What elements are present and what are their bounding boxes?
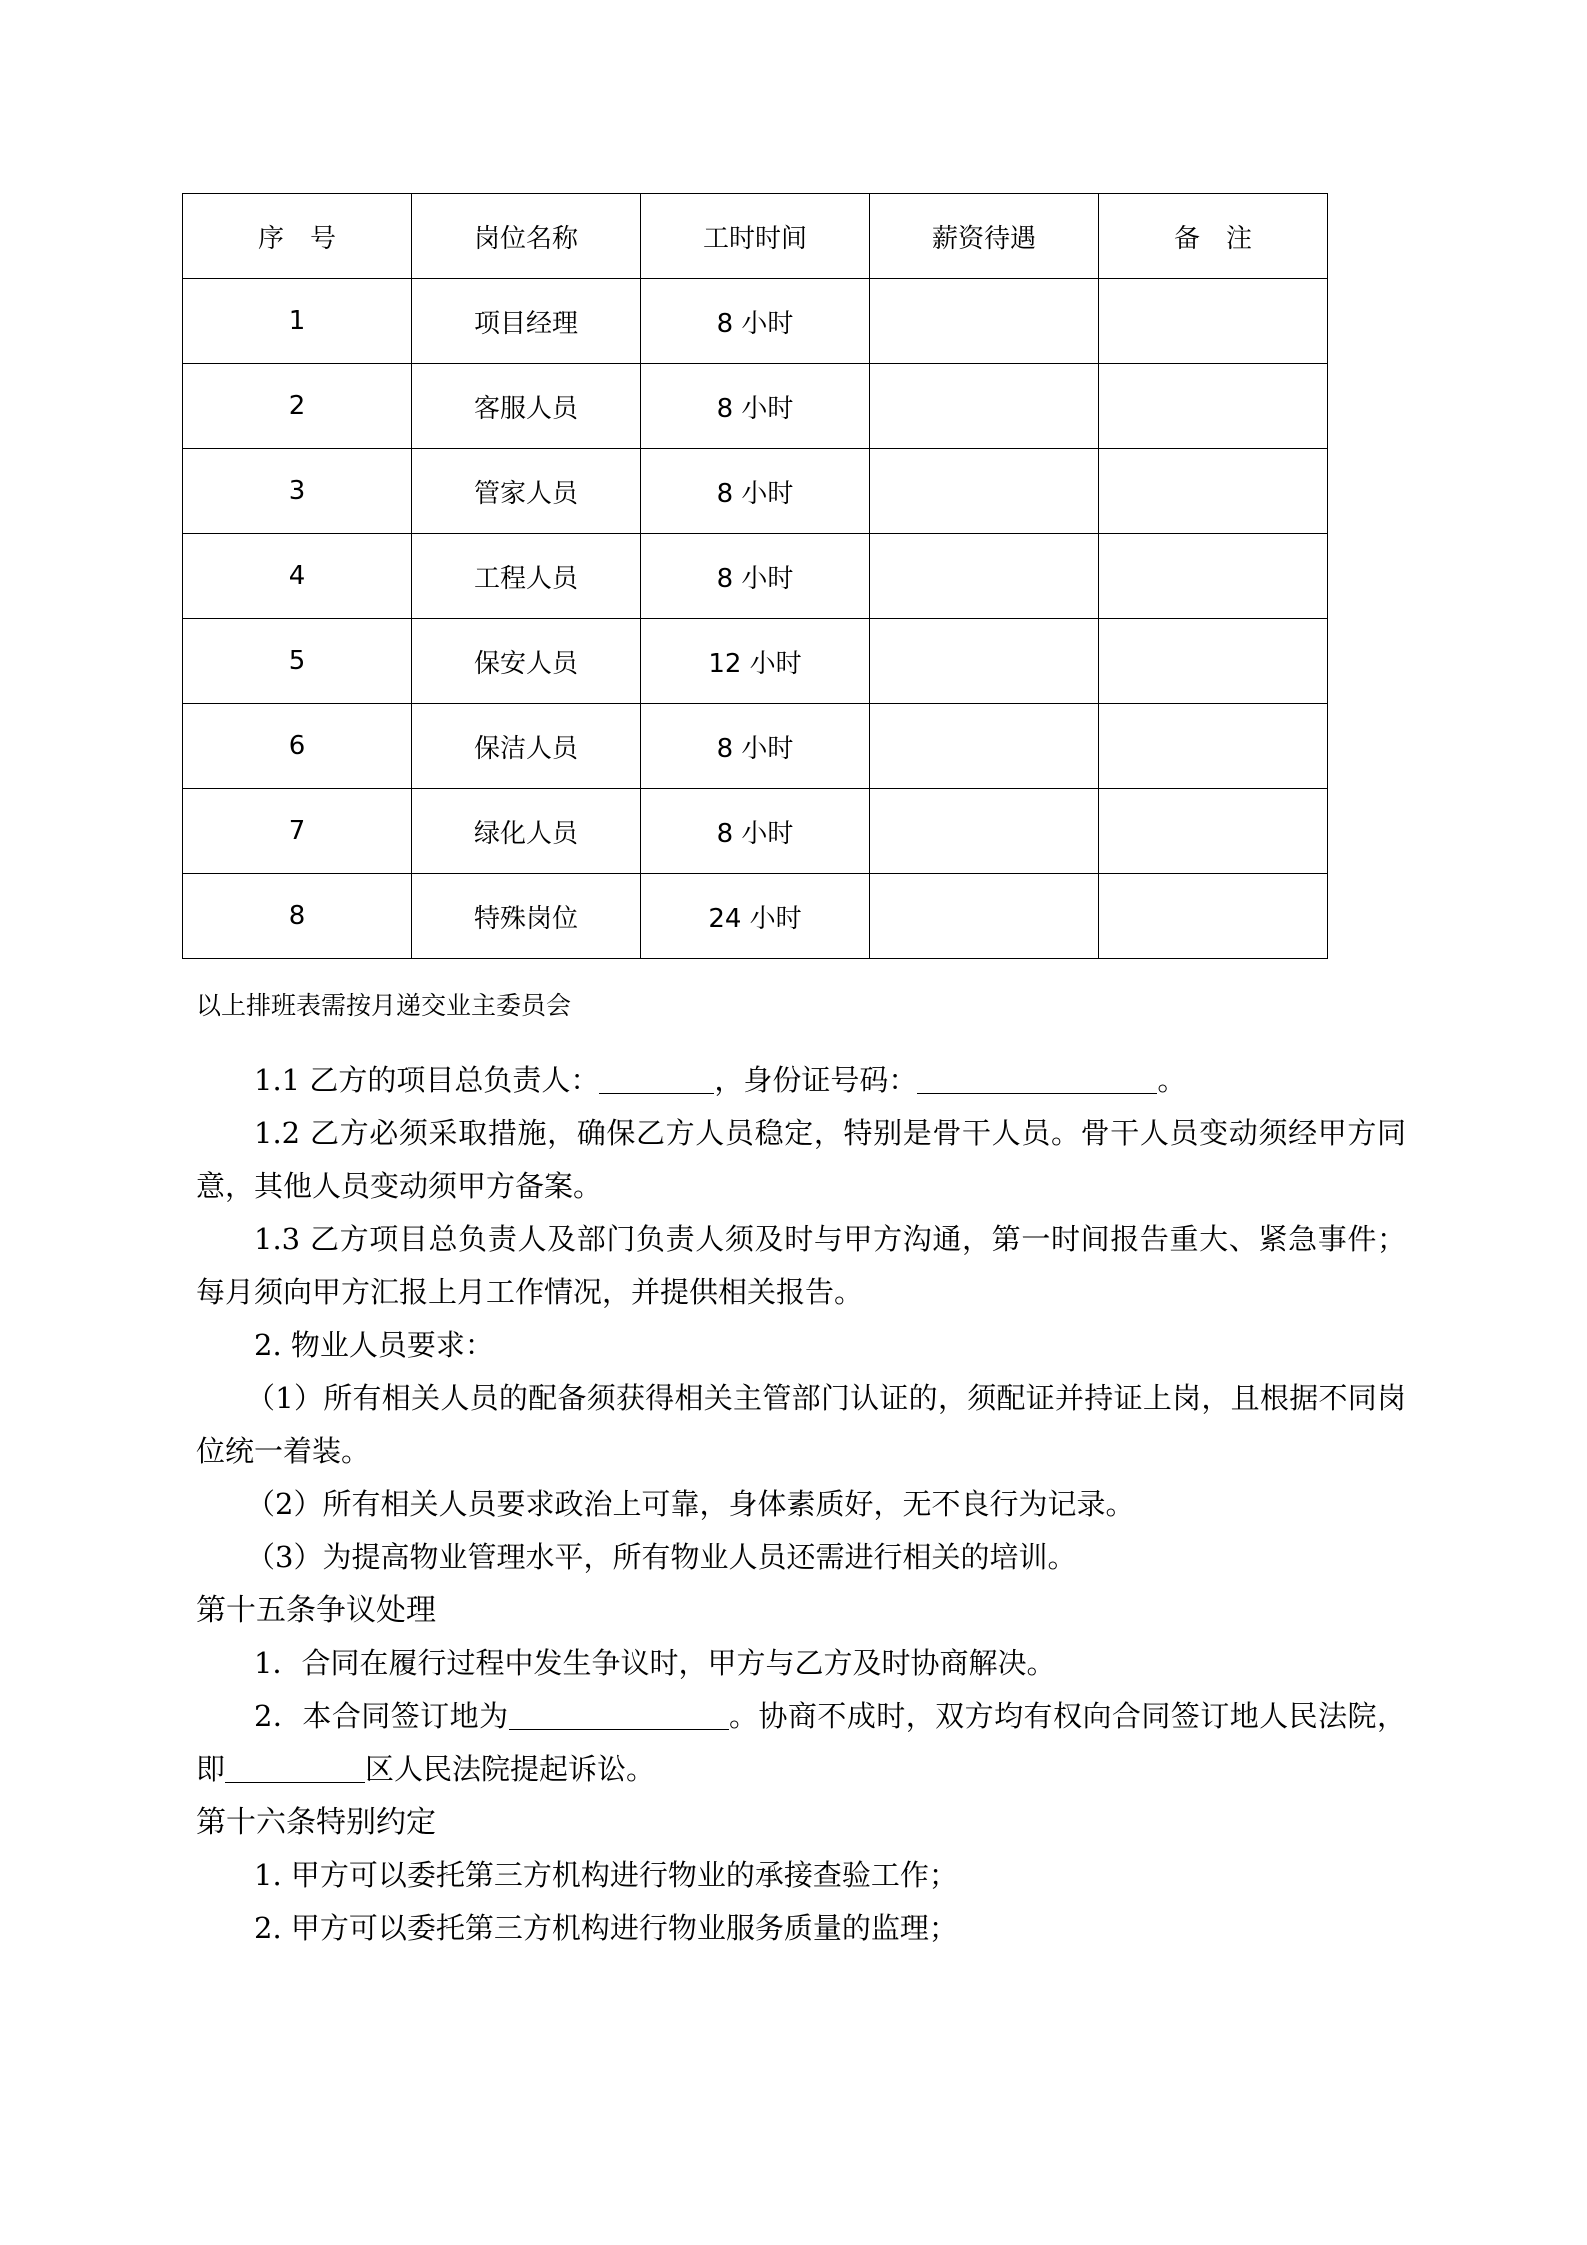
table-row <box>183 789 1328 874</box>
text-fragment: 。协商不成时，双方均有权向合同签订地人民法院，即 <box>196 1699 1406 1786</box>
cell-hours: 8 小时 <box>641 449 870 534</box>
cell-hours: 8 小时 <box>641 704 870 789</box>
table-row <box>183 534 1328 619</box>
paragraph-special-1: 1. 甲方可以委托第三方机构进行物业的承接查验工作； <box>254 1858 958 1892</box>
cell-salary <box>870 874 1099 959</box>
cell-remarks <box>1099 789 1328 874</box>
paragraph-dispute-1: 1．合同在履行过程中发生争议时，甲方与乙方及时协商解决。 <box>254 1646 1056 1680</box>
cell-remarks <box>1099 364 1328 449</box>
cell-remarks <box>1099 449 1328 534</box>
paragraph-staff-stability: 1.2 乙方必须采取措施，确保乙方人员稳定，特别是骨干人员。骨干人员变动须经甲方同意，其他人员变动须甲方备案。 <box>196 1116 1406 1203</box>
table-row <box>183 704 1328 789</box>
text-fragment: ，身份证号码： <box>714 1063 918 1097</box>
cell-remarks <box>1099 874 1328 959</box>
paragraph-requirement-1: （1）所有相关人员的配备须获得相关主管部门认证的，须配证并持证上岗，且根据不同岗位统一着装。 <box>196 1381 1406 1468</box>
schedule-note: 以上排班表需按月递交业主委员会 <box>196 991 572 1020</box>
cell-position: 管家人员 <box>412 449 641 534</box>
section-heading-16: 第十六条特别约定 <box>196 1805 436 1840</box>
cell-seq: 5 <box>183 619 412 704</box>
cell-seq: 7 <box>183 789 412 874</box>
cell-hours: 8 小时 <box>641 789 870 874</box>
cell-hours: 12 小时 <box>641 619 870 704</box>
contract-body <box>196 1054 1406 1955</box>
header-salary: 薪资待遇 <box>870 194 1099 279</box>
cell-position: 保洁人员 <box>412 704 641 789</box>
cell-seq: 2 <box>183 364 412 449</box>
text-fragment: 1.1 乙方的项目总负责人： <box>254 1063 600 1097</box>
cell-hours: 8 小时 <box>641 534 870 619</box>
header-seq: 序 号 <box>183 194 412 279</box>
paragraph-dispute-2 <box>196 1690 1406 1796</box>
shift-schedule-table <box>182 193 1328 959</box>
paragraph-special-2: 2. 甲方可以委托第三方机构进行物业服务质量的监理； <box>254 1911 958 1945</box>
cell-salary <box>870 279 1099 364</box>
table-row <box>183 874 1328 959</box>
section-heading-15: 第十五条争议处理 <box>196 1593 436 1628</box>
paragraph-staff-requirements: 2. 物业人员要求： <box>254 1328 494 1362</box>
cell-remarks <box>1099 534 1328 619</box>
paragraph-project-lead <box>196 1054 1406 1107</box>
cell-seq: 8 <box>183 874 412 959</box>
cell-salary <box>870 534 1099 619</box>
cell-remarks <box>1099 279 1328 364</box>
text-fragment: 2．本合同签订地为 <box>254 1699 509 1733</box>
cell-salary <box>870 619 1099 704</box>
cell-position: 项目经理 <box>412 279 641 364</box>
paragraph-communication: 1.3 乙方项目总负责人及部门负责人须及时与甲方沟通，第一时间报告重大、紧急事件；每月须向甲方汇报上月工作情况，并提供相关报告。 <box>196 1222 1406 1309</box>
cell-salary <box>870 789 1099 874</box>
text-fragment: 。 <box>1157 1063 1187 1097</box>
cell-hours: 8 小时 <box>641 279 870 364</box>
text-fragment: 区人民法院提起诉讼。 <box>365 1752 656 1786</box>
paragraph-requirement-2: （2）所有相关人员要求政治上可靠，身体素质好，无不良行为记录。 <box>246 1487 1135 1521</box>
cell-hours: 24 小时 <box>641 874 870 959</box>
cell-position: 客服人员 <box>412 364 641 449</box>
blank-lead-name <box>599 1063 714 1094</box>
cell-salary <box>870 449 1099 534</box>
cell-seq: 1 <box>183 279 412 364</box>
table-header-row <box>183 194 1328 279</box>
table-row <box>183 619 1328 704</box>
header-hours: 工时时间 <box>641 194 870 279</box>
paragraph-requirement-3: （3）为提高物业管理水平，所有物业人员还需进行相关的培训。 <box>246 1540 1077 1574</box>
table-row <box>183 279 1328 364</box>
cell-position: 工程人员 <box>412 534 641 619</box>
header-remarks: 备 注 <box>1099 194 1328 279</box>
cell-remarks <box>1099 619 1328 704</box>
cell-seq: 3 <box>183 449 412 534</box>
header-position: 岗位名称 <box>412 194 641 279</box>
cell-seq: 6 <box>183 704 412 789</box>
cell-remarks <box>1099 704 1328 789</box>
table-row <box>183 449 1328 534</box>
cell-position: 绿化人员 <box>412 789 641 874</box>
cell-hours: 8 小时 <box>641 364 870 449</box>
cell-salary <box>870 364 1099 449</box>
cell-seq: 4 <box>183 534 412 619</box>
cell-position: 保安人员 <box>412 619 641 704</box>
cell-position: 特殊岗位 <box>412 874 641 959</box>
blank-signing-place <box>509 1699 729 1730</box>
blank-district <box>225 1752 365 1783</box>
blank-id-number <box>917 1063 1157 1094</box>
cell-salary <box>870 704 1099 789</box>
table-row <box>183 364 1328 449</box>
